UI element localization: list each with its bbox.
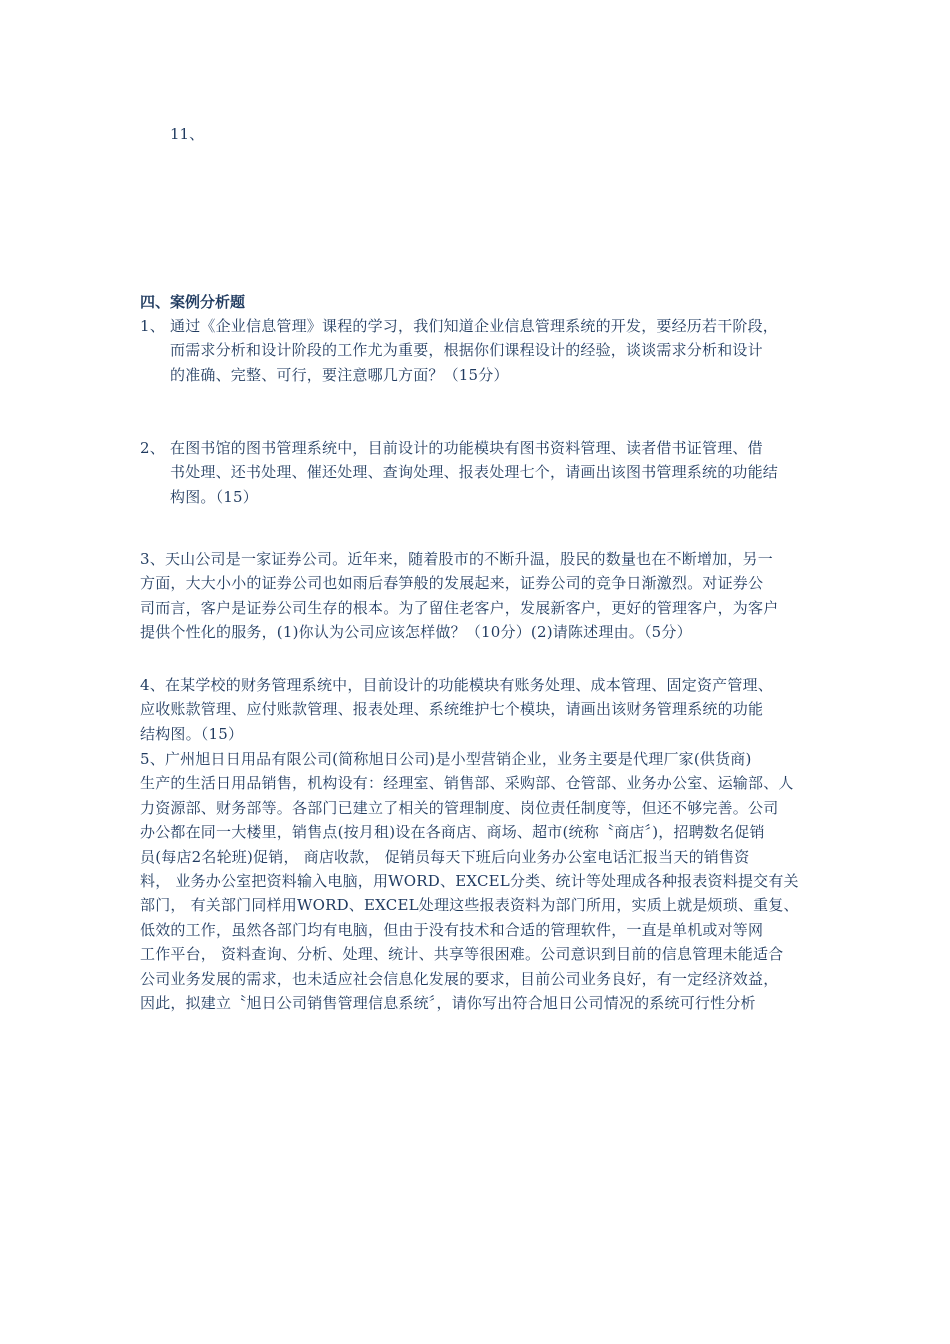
question-2-line-2: 书处理、还书处理、催还处理、查询处理、报表处理七个，请画出该图书管理系统的功能结	[170, 463, 779, 482]
question-5-line-8: 低效的工作，虽然各部门均有电脑，但由于没有技术和合适的管理软件，一直是单机或对等网	[140, 920, 764, 939]
question-5-line-4: 办公都在同一大楼里，销售点(按月租)设在各商店、商场、超市(统称〝商店〞)，招聘数名促销	[140, 823, 765, 842]
question-5-line-7: 部门， 有关部门同样用WORD、EXCEL处理这些报表资料为部门所用，实质上就是烦琐、重复、	[140, 896, 799, 915]
question-5-line-10: 公司业务发展的需求，也未适应社会信息化发展的要求，目前公司业务良好，有一定经济效益，	[140, 969, 779, 988]
question-3	[140, 547, 815, 645]
question-2-line-3: 构图。（15）	[170, 487, 258, 506]
question-3-line-4: 提供个性化的服务，(1)你认为公司应该怎样做？（10分）(2)请陈述理由。（5分）	[140, 623, 692, 642]
item-11-label: 11、	[170, 125, 205, 143]
question-4-line-3: 结构图。（15）	[140, 724, 244, 743]
question-5-line-11: 因此，拟建立〝旭日公司销售管理信息系统〞，请你写出符合旭日公司情况的系统可行性分析	[140, 994, 756, 1013]
question-1-number: 1、	[140, 317, 165, 335]
question-1-line-2: 而需求分析和设计阶段的工作尤为重要，根据你们课程设计的经验，谈谈需求分析和设计	[170, 341, 763, 360]
question-1-line-3: 的准确、完整、可行，要注意哪几方面？（15分）	[170, 365, 509, 384]
question-1	[140, 314, 815, 387]
question-5	[140, 747, 815, 1015]
question-3-line-1: 3、天山公司是一家证券公司。近年来，随着股市的不断升温，股民的数量也在不断增加，另一	[140, 550, 773, 568]
question-2-number: 2、	[140, 439, 165, 457]
question-5-line-5: 员(每店2名轮班)促销， 商店收款， 促销员每天下班后向业务办公室电话汇报当天的销售资	[140, 847, 750, 866]
question-4-line-2: 应收账款管理、应付账款管理、报表处理、系统维护七个模块，请画出该财务管理系统的功能	[140, 700, 764, 719]
question-3-line-3: 司而言，客户是证券公司生存的根本。为了留住老客户，发展新客户，更好的管理客户，为客户	[140, 598, 779, 617]
section-title: 四、案例分析题	[140, 293, 246, 311]
question-5-line-1: 5、广州旭日日用品有限公司(简称旭日公司)是小型营销企业，业务主要是代理厂家(供货商)	[140, 750, 752, 768]
question-2	[140, 436, 815, 509]
question-4	[140, 673, 815, 746]
question-1-line-1: 通过《企业信息管理》课程的学习，我们知道企业信息管理系统的开发，要经历若干阶段，	[170, 317, 779, 335]
question-3-line-2: 方面，大大小小的证券公司也如雨后春笋般的发展起来，证券公司的竞争日渐激烈。对证券公	[140, 574, 764, 593]
question-4-line-1: 4、在某学校的财务管理系统中，目前设计的功能模块有账务处理、成本管理、固定资产管理、	[140, 676, 773, 694]
question-5-line-3: 力资源部、财务部等。各部门已建立了相关的管理制度、岗位责任制度等，但还不够完善。公司	[140, 798, 779, 817]
question-5-line-9: 工作平台， 资料查询、分析、处理、统计、共享等很困难。公司意识到目前的信息管理未能适合	[140, 945, 784, 964]
question-2-line-1: 在图书馆的图书管理系统中，目前设计的功能模块有图书资料管理、读者借书证管理、借	[170, 439, 763, 457]
question-5-line-2: 生产的生活日用品销售，机构设有：经理室、销售部、采购部、仓管部、业务办公室、运输部、人	[140, 774, 794, 793]
question-5-line-6: 料， 业务办公室把资料输入电脑，用WORD、EXCEL分类、统计等处理成各种报表资料提交有关	[140, 872, 799, 891]
